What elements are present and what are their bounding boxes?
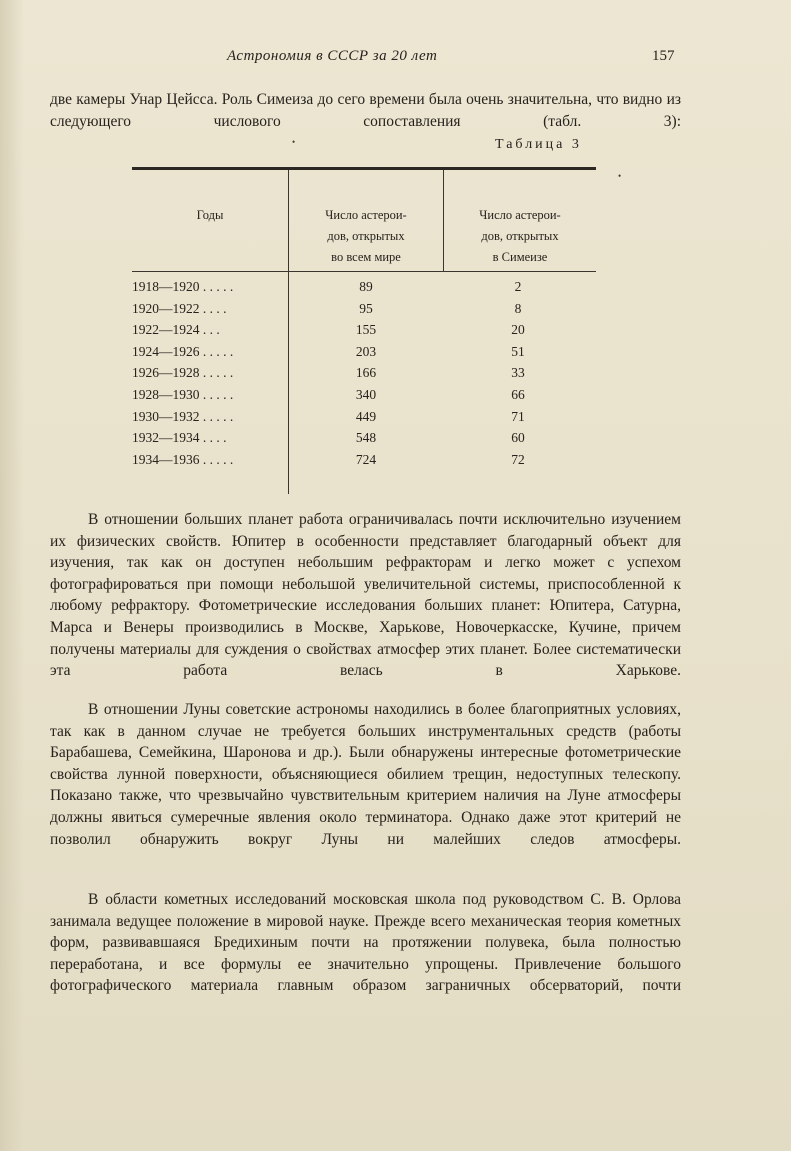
cell-simeiz-count: 72 [511, 451, 525, 467]
cell-years: 1932—1934 . . . . [132, 430, 227, 446]
cell-simeiz-count: 33 [511, 365, 525, 381]
cell-world-count: 724 [355, 451, 377, 467]
table-row [132, 276, 596, 298]
intro-paragraph: две камеры Унар Цейсса. Роль Симеиза до сего времени была очень значительна, что видно из следующего числового сопоставления (табл. 3): [50, 91, 681, 130]
cell-simeiz-count: 20 [511, 322, 525, 338]
cell-years: 1934—1936 . . . . . [132, 451, 234, 467]
table-top-rule [132, 167, 596, 170]
cell-simeiz-count: 60 [511, 430, 525, 446]
header-line: Число астерои- [325, 208, 407, 222]
paragraph-planets: В отношении больших планет работа ограничивалась почти исключительно изучением их физических свойств. Юпитер в особенности представляет благодарный объект для изучения, так как он доступен небольшим рефракторам и легко может с успехом фотографироваться при помощи небольшой увеличительной системы, приспособленной к любому рефрактору. Фотометрические исследования больших планет: Юпитера, Сатурна, Марса и Венеры производились в Москве, Харькове, Новочеркасске, Кучине, причем получены материалы для суждения о свойствах атмосфер этих планет. Более систематически эта работа велась в Харькове. [50, 511, 681, 680]
column-header-world [289, 205, 443, 268]
header-line: в Симеизе [492, 250, 548, 264]
column-header-simeiz [444, 205, 596, 268]
cell-world-count: 89 [359, 279, 373, 294]
cell-simeiz-count: 51 [511, 343, 525, 359]
cell-world-count: 548 [355, 430, 377, 446]
cell-years: 1918—1920 . . . . . [132, 279, 234, 294]
table-row [132, 384, 596, 406]
table-row [132, 427, 596, 449]
cell-simeiz-count: 8 [514, 300, 522, 316]
header-line: дов, открытых [327, 229, 405, 243]
header-line: во всем мире [331, 250, 401, 264]
table-row [132, 449, 596, 471]
paragraph-comets: В области кометных исследований московская школа под руководством С. В. Орлова занимала ведущее положение в мировой науке. Прежде всего механическая теория кометных форм, развивавшаяся Бредихиным почти на протяжении полувека, была полностью переработана, и все формулы ее значительно упрощены. Привлечение большого фотографического материала главным образом заграничных обсерваторий, почти [50, 891, 681, 995]
cell-years: 1930—1932 . . . . . [132, 408, 234, 424]
cell-years: 1922—1924 . . . [132, 322, 220, 338]
cell-world-count: 155 [355, 322, 377, 338]
table-row [132, 406, 596, 428]
page-header [0, 48, 791, 68]
cell-years: 1928—1930 . . . . . [132, 386, 234, 402]
table-row [132, 362, 596, 384]
header-divider [132, 271, 596, 272]
print-speck: • [618, 171, 622, 181]
table-row [132, 319, 596, 341]
column-header-years [132, 205, 288, 226]
cell-simeiz-count: 66 [511, 386, 525, 402]
table-body [132, 276, 596, 470]
cell-world-count: 203 [355, 343, 377, 359]
header-line: Годы [196, 208, 224, 222]
table-caption: Таблица 3 [495, 137, 582, 152]
cell-world-count: 95 [359, 300, 373, 316]
header-line: дов, открытых [481, 229, 559, 243]
cell-world-count: 166 [355, 365, 377, 381]
paragraph-moon: В отношении Луны советские астрономы находились в более благоприятных условиях, так как в данном случае не требуется больших инструментальных средств (работы Барабашева, Семейкина, Шаронова и др.). Были обнаружены интересные фотометрические свойства лунной поверхности, объясняющиеся обилием трещин, недоступных телескопу. Показано также, что чрезвычайно чувствительным критерием наличия на Луне атмосферы должны явиться сумеречные явления около терминатора. Однако даже этот критерий не позволил обнаружить вокруг Луны ни малейших следов атмосферы. [50, 701, 681, 848]
cell-simeiz-count: 71 [511, 408, 525, 424]
cell-simeiz-count: 2 [514, 279, 522, 294]
table-row [132, 341, 596, 363]
cell-world-count: 449 [355, 408, 377, 424]
cell-years: 1926—1928 . . . . . [132, 365, 234, 381]
cell-years: 1924—1926 . . . . . [132, 343, 234, 359]
page-edge-shadow [0, 0, 24, 1151]
running-title: Астрономия в СССР за 20 лет [227, 48, 438, 64]
table-row [132, 298, 596, 320]
cell-world-count: 340 [355, 386, 377, 402]
header-line: Число астерои- [479, 208, 561, 222]
cell-years: 1920—1922 . . . . [132, 300, 227, 316]
page-number: 157 [652, 48, 675, 64]
asteroid-table [132, 167, 596, 494]
print-speck: • [292, 137, 296, 147]
